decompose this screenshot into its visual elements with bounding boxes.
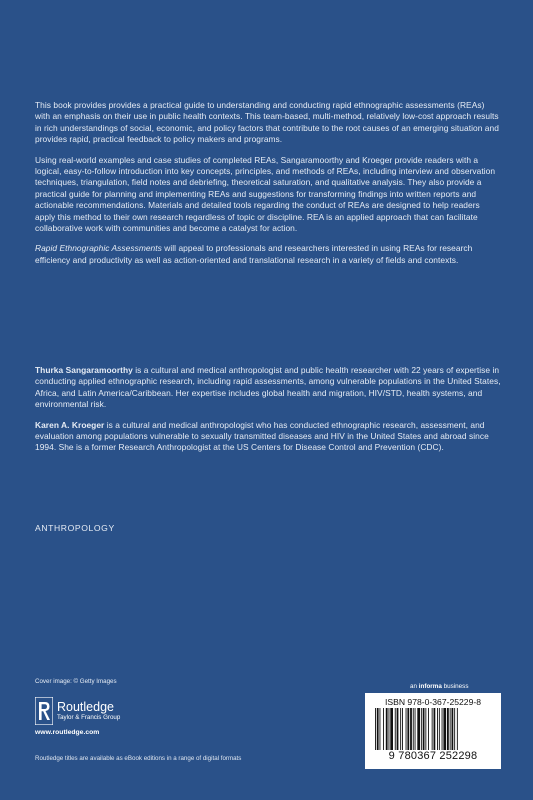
informa-suffix: business <box>441 683 469 690</box>
author-bio-1 <box>35 365 501 411</box>
barcode-bar <box>413 708 414 750</box>
author-1-text: is a cultural and medical anthropologist and public health researcher with 22 years of expertise in conducting applied ethnographic research, including rapid assessments, among vulnerable populations in the United States, Africa, and Latin America/Caribbean. Her expertise includes global health and migration, HIV/STD, health systems, and environmental risk. <box>35 365 501 410</box>
author-1-name: Thurka Sangaramoorthy <box>35 365 133 375</box>
description-paragraph-3 <box>35 243 501 266</box>
author-bios <box>35 365 501 463</box>
publisher-website: www.routledge.com <box>35 729 100 736</box>
routledge-logo-icon <box>35 697 53 725</box>
ebook-availability-note: Routledge titles are available as eBook editions in a range of digital formats <box>35 755 242 762</box>
barcode-bar <box>406 708 407 750</box>
barcode-bar <box>452 708 454 750</box>
barcode-bar <box>389 708 390 750</box>
informa-prefix: an <box>410 683 419 690</box>
publisher-name: Routledge <box>57 699 114 714</box>
barcode-bar <box>397 708 399 750</box>
author-2-text: is a cultural and medical anthropologist who has conducted ethnographic research, assessment, and evaluation among populations vulnerable to sexually transmitted diseases and HIV in the United States and abroad since 1994. She is a former Research Anthropologist at the US Centers for Disease Control and Prevention (CDC). <box>35 419 489 453</box>
isbn-barcode <box>365 693 501 769</box>
isbn-number: ISBN 978-0-367-25229-8 <box>384 697 482 707</box>
subject-category: ANTHROPOLOGY <box>35 523 115 533</box>
description-paragraph-3-text: will appeal to professionals and researchers interested in using REAs for research efficiency and productivity as well as action-oriented and translational research in a variety of fields and contexts. <box>35 243 473 265</box>
barcode-bar <box>390 708 393 750</box>
barcode-bar <box>383 708 384 750</box>
barcode-bar <box>402 708 403 750</box>
description-paragraph-2: Using real-world examples and case studies of completed REAs, Sangaramoorthy and Kroeger provide readers with a logical, easy-to-follow introduction into key concepts, principles, and methods of REAs, including interview and observation techniques, triangulation, field notes and debriefing, theoretical saturation, and qualitative analysis. They also provide a practical guide for planning and implementing REAs and suggestions for transforming findings into written reports and actionable recommendations. Materials and detailed tools regarding the conduct of REAs are designed to help readers apply this method to their own research regardless of topic or discipline. REA is an applied approach that can facilitate collaborative work with communities and become a catalyst for action. <box>35 154 496 234</box>
barcode-bar <box>434 708 436 750</box>
barcode-bar <box>425 708 426 750</box>
barcode-digits: 9 780367 252298 <box>388 750 478 762</box>
barcode-bar <box>380 708 381 750</box>
barcode-bar <box>423 708 425 750</box>
barcode-bar <box>442 708 443 750</box>
barcode-bar <box>395 708 396 750</box>
barcode-icon <box>373 708 493 750</box>
author-bio-2 <box>35 420 501 454</box>
barcode-bar <box>439 708 440 750</box>
barcode-bar <box>377 708 379 750</box>
barcode-bar <box>457 708 458 750</box>
barcode-bar <box>443 708 446 750</box>
publisher-name-block <box>57 701 120 722</box>
barcode-bar <box>450 708 451 750</box>
author-2-name: Karen A. Kroeger <box>35 419 105 430</box>
barcode-bar <box>437 708 438 750</box>
barcode-bar <box>428 708 429 750</box>
barcode-bar <box>454 708 455 750</box>
barcode-bar <box>410 708 412 750</box>
barcode-bar <box>386 708 388 750</box>
barcode-bar <box>407 708 409 750</box>
barcode-bar <box>415 708 416 750</box>
cover-image-credit: Cover image: © Getty Images <box>35 678 117 685</box>
barcode-bar <box>421 708 422 750</box>
barcode-bar <box>447 708 449 750</box>
book-title-mention: Rapid Ethnographic Assessments <box>35 243 162 254</box>
book-description <box>35 100 501 275</box>
description-paragraph-1: This book provides provides a practical guide to understanding and conducting rapid ethnographic assessments (REAs) with an emphasis on their use in public health contexts. This team-based, multi-method, relatively low-cost approach results in rich understandings of social, economic, and policy factors that contribute to the root causes of an emerging situation and provides rapid, practical feedback to policy makers and programs. <box>35 100 499 145</box>
barcode-bar <box>375 708 376 750</box>
informa-brand: informa <box>418 683 442 690</box>
barcode-bar <box>417 708 420 750</box>
barcode-bar <box>432 708 433 750</box>
publisher-logo <box>35 697 120 725</box>
barcode-bar <box>400 708 401 750</box>
informa-business-tag <box>410 683 468 690</box>
publisher-group: Taylor & Francis Group <box>57 713 121 721</box>
